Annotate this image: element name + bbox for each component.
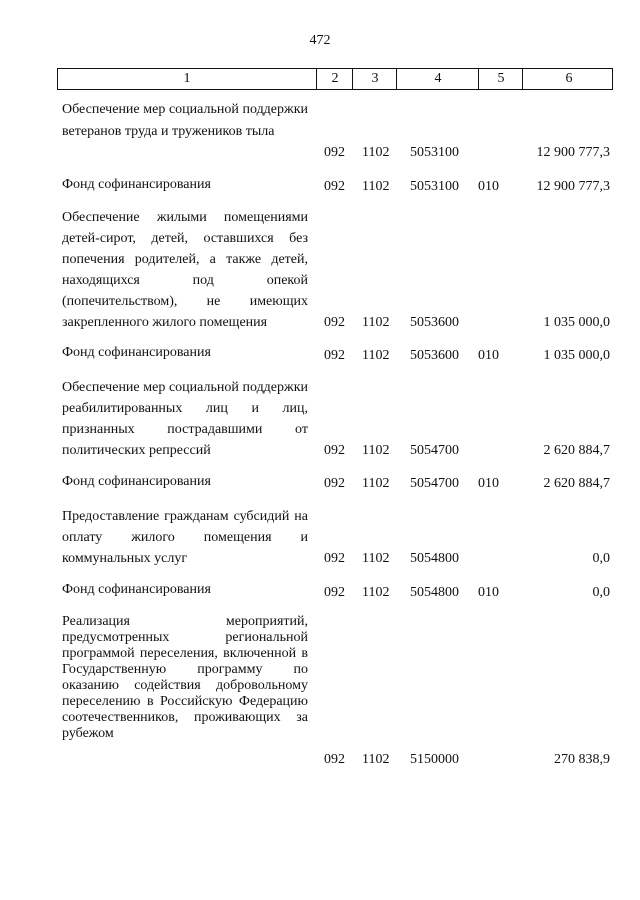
row-col-3: 1102: [362, 145, 390, 160]
row-col-3: 1102: [362, 443, 390, 458]
row-col-2: 092: [324, 752, 345, 767]
header-col-3: 3: [352, 69, 397, 89]
row-col-6: 1 035 000,0: [543, 315, 610, 330]
row-col-4: 5150000: [410, 752, 459, 767]
row-col-2: 092: [324, 585, 345, 600]
row-col-2: 092: [324, 315, 345, 330]
row-col-4: 5054800: [410, 551, 459, 566]
row-col-2: 092: [324, 443, 345, 458]
header-col-2: 2: [316, 69, 353, 89]
row-description: Реализация мероприятий, предусмотренных региональной программой переселения, включенной в Государственную программу по оказанию содействия добровольному переселению в Российскую Федерацию соотечественников, проживающих за рубежом: [62, 614, 308, 741]
row-col-6: 2 620 884,7: [543, 443, 610, 458]
row-col-6: 1 035 000,0: [543, 348, 610, 363]
row-description: Обеспечение мер социальной поддержки ветеранов труда и тружеников тыла: [62, 102, 308, 139]
row-col-3: 1102: [362, 476, 390, 491]
row-col-3: 1102: [362, 585, 390, 600]
row-description: Фонд софинансирования: [62, 345, 211, 360]
header-col-5: 5: [478, 69, 523, 89]
row-col-3: 1102: [362, 179, 390, 194]
row-description: Предоставление гражданам субсидий на оплату жилого помещения и коммунальных услуг: [62, 509, 308, 566]
row-col-5: 010: [478, 348, 499, 363]
row-col-6: 12 900 777,3: [536, 179, 610, 194]
row-description: Фонд софинансирования: [62, 177, 211, 192]
row-col-6: 0,0: [592, 585, 610, 600]
row-col-2: 092: [324, 179, 345, 194]
row-col-3: 1102: [362, 551, 390, 566]
row-col-5: 010: [478, 476, 499, 491]
page-number: 472: [309, 33, 331, 48]
row-col-2: 092: [324, 348, 345, 363]
table-header: [57, 68, 613, 90]
row-col-6: 2 620 884,7: [543, 476, 610, 491]
row-col-2: 092: [324, 551, 345, 566]
row-description: Фонд софинансирования: [62, 582, 211, 597]
row-col-4: 5054800: [410, 585, 459, 600]
row-description: Фонд софинансирования: [62, 474, 211, 489]
row-col-3: 1102: [362, 315, 390, 330]
row-col-4: 5053100: [410, 145, 459, 160]
row-col-6: 270 838,9: [554, 752, 610, 767]
row-col-2: 092: [324, 145, 345, 160]
row-description: Обеспечение мер социальной поддержки реабилитированных лиц и лиц, признанных пострадавшими от политических репрессий: [62, 380, 308, 458]
header-col-4: 4: [396, 69, 479, 89]
row-col-4: 5053600: [410, 348, 459, 363]
row-col-3: 1102: [362, 752, 390, 767]
row-col-6: 12 900 777,3: [536, 145, 610, 160]
row-col-3: 1102: [362, 348, 390, 363]
row-col-2: 092: [324, 476, 345, 491]
header-col-1: 1: [183, 71, 191, 86]
row-col-4: 5054700: [410, 476, 459, 491]
row-col-6: 0,0: [592, 551, 610, 566]
row-col-4: 5054700: [410, 443, 459, 458]
row-description: Обеспечение жилыми помещениями детей-сирот, детей, оставшихся без попечения родителей, а также детей, находящихся под опекой (попечительством), не имеющих закрепленного жилого помещения: [62, 210, 308, 330]
row-col-4: 5053600: [410, 315, 459, 330]
row-col-5: 010: [478, 179, 499, 194]
row-col-4: 5053100: [410, 179, 459, 194]
header-col-6: 6: [522, 69, 615, 89]
row-col-5: 010: [478, 585, 499, 600]
